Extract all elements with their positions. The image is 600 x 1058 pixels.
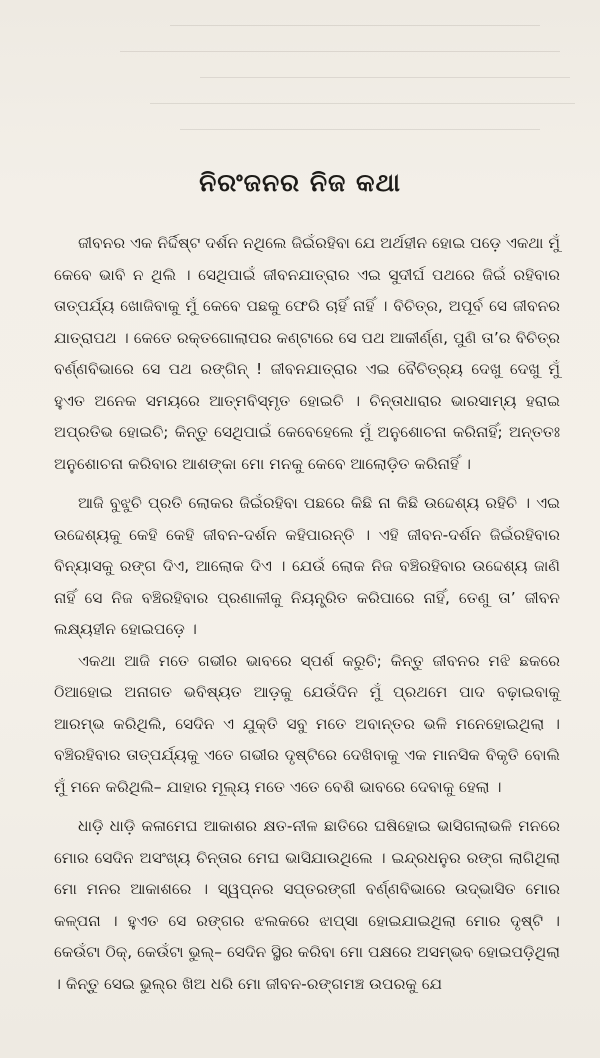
chapter-body [54,228,560,1000]
paragraph-4: ଧାଡ଼ି ଧାଡ଼ି କଳାମେଘ ଆକାଶର କ୍ଷତ-ନୀଳ ଛାତିରେ ଘଷିହୋଇ ଭାସିଗଲାଭଳି ମନରେ ମୋର ସେଦିନ ଅସଂଖ୍ୟ ଚିନ୍ତାର ମେଘ ଭାସିଯାଉଥିଲେ । ଇନ୍ଦ୍ରଧନୁର ରଙ୍ଗ ଲାଗିଥିଲା ମୋ ମନର ଆକାଶରେ । ସ୍ୱପ୍ନର ସପ୍ତରଙ୍ଗୀ ବର୍ଣ୍ଣବିଭାରେ ଉଦ୍ଭାସିତ ମୋର କଳ୍ପନା । ହୁଏତ ସେ ରଙ୍ଗର ଝଲକରେ ଝାପ୍ସା ହୋଇଯାଇଥିଲା ମୋର ଦୃଷ୍ଟି । କେଉଁଟା ଠିକ୍, କେଉଁଟା ଭୁଲ୍– ସେଦିନ ସ୍ଥିର କରିବା ମୋ ପକ୍ଷରେ ଅସମ୍ଭବ ହୋଇପଡ଼ିଥିଲା । କିନ୍ତୁ ସେଇ ଭୁଲ୍‌ର ଖିଅ ଧରି ମୋ ଜୀବନ-ରଙ୍ଗମଞ୍ଚ ଉପରକୁ ଯେ [54,817,560,993]
paragraph-1: ଜୀବନର ଏକ ନିର୍ଦ୍ଦିଷ୍ଟ ଦର୍ଶନ ନଥିଲେ ଜିଇଁରହିବା ଯେ ଅର୍ଥହୀନ ହୋଇ ପଡ଼େ ଏକଥା ମୁଁ କେବେ ଭାବି ନ ଥିଲି । ସେଥିପାଇଁ ଜୀବନଯାତ୍ରାର ଏଇ ସୁଦୀର୍ଘ ପଥରେ ଜିଇଁ ରହିବାର ତାତ୍ପର୍ଯ୍ୟ ଖୋଜିବାକୁ ମୁଁ କେବେ ପଛକୁ ଫେରି ଚାହିଁ ନାହିଁ । ବିଚିତ୍ର, ଅପୂର୍ବ ସେ ଜୀବନର ଯାତ୍ରାପଥ । କେତେ ରକ୍ତଗୋଲାପର କଣ୍ଟାରେ ସେ ପଥ ଆକୀର୍ଣ୍ଣ, ପୁଣି ତା’ର ବିଚିତ୍ର ବର୍ଣ୍ଣବିଭାରେ ସେ ପଥ ରଙ୍ଗିନ୍ ! ଜୀବନଯାତ୍ରାର ଏଇ ବୈଚିତ୍ର୍ୟ ଦେଖୁ ଦେଖୁ ମୁଁ ହୁଏତ ଅନେକ ସମୟରେ ଆତ୍ମବିସ୍ମୃତ ହୋଇଚି । ଚିନ୍ତାଧାରାର ଭାରସାମ୍ୟ ହରାଇ ଅପ୍ରତିଭ ହୋଇଚି; କିନ୍ତୁ ସେଥିପାଇଁ କେବେହେଲେ ମୁଁ ଅନୁଶୋଚନା କରିନାହିଁ; ଅନ୍ତତଃ ଅନୁଶୋଚନା କରିବାର ଆଶଙ୍କା ମୋ ମନକୁ କେବେ ଆଲୋଡ଼ିତ କରିନାହିଁ । [54,234,560,473]
paragraph-2: ଆଜି ବୁଝୁଚି ପ୍ରତି ଲୋକର ଜିଇଁରହିବା ପଛରେ କିଛି ନା କିଛି ଉଦ୍ଦେଶ୍ୟ ରହିଚି । ଏଇ ଉଦ୍ଦେଶ୍ୟକୁ କେହି କେହି ଜୀବନ-ଦର୍ଶନ କହିପାରନ୍ତି । ଏହି ଜୀବନ-ଦର୍ଶନ ଜିଇଁରହିବାର ବିନ୍ୟାସକୁ ରଙ୍ଗ ଦିଏ, ଆଲୋକ ଦିଏ । ଯେଉଁ ଲୋକ ନିଜ ବଞ୍ଚିରହିବାର ଉଦ୍ଦେଶ୍ୟ ଜାଣି ନାହିଁ ସେ ନିଜ ବଞ୍ଚିରହିବାର ପ୍ରଣାଳୀକୁ ନିୟନ୍ତ୍ରିତ କରିପାରେ ନାହିଁ, ତେଣୁ ତା’ ଜୀବନ ଲକ୍ଷ୍ୟହୀନ ହୋଇପଡ଼େ । [54,494,560,638]
paragraph-3: ଏକଥା ଆଜି ମତେ ଗଭୀର ଭାବରେ ସ୍ପର୍ଶ କରୁଚି; କିନ୍ତୁ ଜୀବନର ମଝି ଛକରେ ଠିଆହୋଇ ଅନାଗତ ଭବିଷ୍ୟତ ଆଡ଼କୁ ଯେଉଁଦିନ ମୁଁ ପ୍ରଥମେ ପାଦ ବଢ଼ାଇବାକୁ ଆରମ୍ଭ କରିଥିଲି, ସେଦିନ ଏ ଯୁକ୍ତି ସବୁ ମତେ ଅବାନ୍ତର ଭଳି ମନେହୋଇଥିଲା । ବଞ୍ଚିରହିବାର ତାତ୍ପର୍ଯ୍ୟକୁ ଏତେ ଗଭୀର ଦୃଷ୍ଟିରେ ଦେଖିବାକୁ ଏକ ମାନସିକ ବିକୃତି ବୋଲି ମୁଁ ମନେ କରିଥିଲି– ଯାହାର ମୂଲ୍ୟ ମତେ ଏତେ ବେଶି ଭାବରେ ଦେବାକୁ ହେଲା । [54,651,560,796]
chapter-title: ନିରଂଜନର ନିଜ କଥା [199,168,401,197]
show-through-text [0,0,600,160]
